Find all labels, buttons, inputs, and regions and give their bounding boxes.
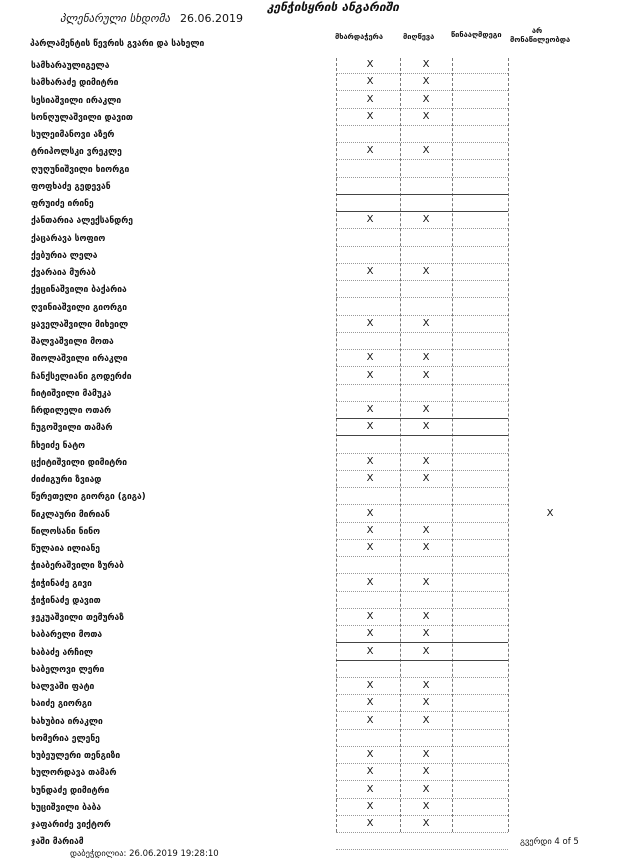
row-divider	[336, 539, 508, 540]
row-divider	[336, 556, 508, 557]
row-divider	[336, 504, 508, 505]
member-name: შიოლაშვილი ირაკლი	[31, 354, 128, 365]
column-divider	[452, 58, 453, 832]
member-name: წერეთელი გიორგი (გიგა)	[31, 492, 146, 503]
session-label: პლენარული სხდომა	[60, 12, 171, 25]
member-name: ხალვაში ფატი	[31, 682, 95, 692]
row-divider	[336, 487, 508, 488]
vote-against-mark: X	[422, 783, 430, 795]
vote-for-mark: X	[366, 352, 374, 364]
row-divider	[336, 246, 508, 247]
name-column-header: პარლამენტის წევრის გვარი და სახელი	[30, 39, 205, 49]
printed-at: 26.06.2019 19:28:10	[129, 849, 219, 859]
member-name: ჯეკუაშვილი თემურაზ	[31, 613, 124, 623]
row-divider	[336, 608, 508, 609]
vote-against-mark: X	[422, 680, 430, 691]
member-name: ცქიტიშვილი დიმიტრი	[31, 457, 127, 468]
member-name: ტრიპოლსკი ვრეკლე	[31, 147, 122, 158]
member-name: ჭიაბერაშვილი ზურაბ	[31, 561, 124, 572]
member-name: ქვარაია მურაბ	[31, 268, 96, 278]
member-name: ღვინიაშვილი გიორგი	[31, 302, 128, 313]
vote-for-mark: X	[366, 749, 374, 760]
vote-against-mark: X	[422, 611, 430, 622]
vote-against-mark: X	[422, 93, 430, 105]
vote-against-mark: X	[422, 76, 430, 88]
row-divider	[336, 522, 508, 523]
vote-against-mark: X	[422, 352, 430, 364]
row-divider	[336, 798, 508, 799]
vote-for-mark: X	[366, 697, 374, 709]
member-name: ჩუგოშვილი თამარ	[31, 423, 113, 434]
printed-stamp	[70, 849, 219, 859]
member-name: სამხარაულიგელა	[31, 61, 110, 71]
for-column-header: მხარდაჭერა	[335, 32, 383, 41]
row-divider	[336, 435, 508, 436]
member-name: ხუბეულერი თენგიზი	[31, 751, 121, 761]
member-name: ხაბელოვი ლერი	[31, 664, 105, 675]
member-name: ძიძიგური ზვიად	[31, 475, 102, 485]
row-divider	[336, 366, 508, 367]
vote-for-mark: X	[366, 766, 374, 778]
member-name: ჩხეიძე ნატო	[31, 440, 86, 451]
member-name: ხაიძე გიორგი	[31, 699, 92, 710]
vote-for-mark: X	[366, 421, 374, 433]
vote-for-mark: X	[366, 576, 374, 588]
vote-for-mark: X	[366, 800, 374, 812]
vote-for-mark: X	[366, 783, 374, 795]
member-name: ჭიჭინაძე გივი	[31, 578, 92, 589]
against-column-header: მიღწევა	[403, 32, 435, 41]
row-divider	[336, 815, 508, 816]
vote-for-mark: X	[366, 507, 374, 519]
row-divider	[336, 660, 508, 661]
session-date: 26.06.2019	[180, 12, 243, 25]
member-name: ფოფხაძე გედევან	[31, 181, 111, 192]
row-divider	[336, 177, 508, 178]
vote-against-mark: X	[422, 542, 430, 553]
row-divider	[336, 591, 508, 592]
vote-against-mark: X	[422, 145, 430, 157]
vote-against-mark: X	[422, 369, 430, 381]
row-divider	[336, 142, 508, 143]
vote-against-mark: X	[422, 473, 430, 484]
member-name: ჩიტიშვილი მამუკა	[31, 388, 112, 399]
vote-against-mark: X	[422, 766, 430, 778]
row-divider	[336, 401, 508, 402]
row-divider	[336, 729, 508, 730]
row-divider	[336, 297, 508, 298]
member-name: ქეცინაშვილი ბაქარია	[31, 285, 127, 296]
row-divider	[336, 780, 508, 781]
vote-against-mark: X	[422, 404, 430, 415]
no-vote-mark: X	[546, 507, 554, 519]
row-divider	[336, 470, 508, 471]
member-name: წულაია ილიანე	[31, 544, 100, 554]
vote-against-mark: X	[422, 818, 430, 829]
member-name: ფრუიძე ირინე	[31, 199, 94, 209]
vote-for-mark: X	[366, 628, 374, 640]
vote-against-mark: X	[422, 645, 430, 657]
member-name: ჯაში მარიამ	[31, 837, 84, 848]
vote-for-mark: X	[366, 455, 374, 467]
vote-for-mark: X	[366, 110, 374, 122]
row-divider	[336, 90, 508, 91]
vote-against-mark: X	[422, 455, 430, 467]
row-divider	[336, 263, 508, 264]
member-name: ჩრდილელი ოთარ	[31, 406, 112, 416]
row-divider	[336, 125, 508, 126]
member-name: წიკლაური მირიან	[31, 509, 110, 520]
vote-for-mark: X	[366, 524, 374, 536]
vote-against-mark: X	[422, 214, 430, 226]
column-divider	[508, 58, 509, 832]
member-name: ღუღუნიშვილი ხიორგი	[31, 164, 130, 175]
vote-against-mark: X	[422, 266, 430, 277]
member-name: ხაბარელი მოთა	[31, 630, 103, 641]
member-name: ჩანქსელიანი გოდერძი	[31, 371, 132, 382]
member-name: ხაბაძე არჩილ	[31, 647, 93, 658]
row-divider	[336, 625, 508, 626]
vote-for-mark: X	[366, 145, 374, 157]
vote-for-mark: X	[366, 645, 374, 657]
member-name: ქანთარია ალექსანდრე	[31, 216, 133, 227]
vote-against-mark: X	[422, 524, 430, 536]
vote-for-mark: X	[366, 714, 374, 726]
member-name: ხომერია ელენე	[31, 733, 100, 744]
member-name: სულეიმანოვი აზერ	[31, 130, 115, 140]
member-name: ყაველაშვილი მიხეილ	[31, 319, 129, 330]
row-divider	[336, 677, 508, 678]
vote-against-mark: X	[422, 714, 430, 726]
member-name: ჯაფარიძე ვიქტორ	[31, 820, 111, 830]
row-divider	[336, 73, 508, 74]
vote-for-mark: X	[366, 473, 374, 484]
row-divider	[336, 642, 508, 643]
row-divider	[336, 573, 508, 574]
vote-against-mark: X	[422, 697, 430, 709]
printed-label: დაბეჭდილია:	[70, 849, 127, 859]
member-name: ჭიჭინაძე დავით	[31, 595, 101, 606]
row-divider	[336, 832, 508, 833]
vote-against-mark: X	[422, 317, 430, 329]
vote-against-mark: X	[422, 576, 430, 588]
vote-against-mark: X	[422, 59, 430, 70]
row-divider	[336, 418, 508, 419]
member-name: ქაცარავა სოფიო	[31, 233, 106, 244]
vote-against-mark: X	[422, 800, 430, 812]
vote-for-mark: X	[366, 404, 374, 415]
row-divider	[336, 763, 508, 764]
vote-for-mark: X	[366, 369, 374, 381]
row-divider	[336, 453, 508, 454]
page-number: გვერდი 4 of 5	[520, 837, 579, 847]
member-name: სონღულაშვილი დავით	[31, 112, 133, 123]
row-divider	[336, 194, 508, 195]
column-divider	[336, 58, 337, 832]
vote-for-mark: X	[366, 266, 374, 277]
vote-against-mark: X	[422, 749, 430, 760]
member-name: სესიაშვილი ირაკლი	[31, 95, 122, 106]
vote-for-mark: X	[366, 818, 374, 829]
row-divider	[336, 228, 508, 229]
vote-for-mark: X	[366, 59, 374, 70]
row-divider	[336, 108, 508, 109]
vote-against-mark: X	[422, 628, 430, 640]
vote-for-mark: X	[366, 214, 374, 226]
abstain-column-header: წინააღმდეგი	[451, 30, 502, 39]
row-divider	[336, 211, 508, 212]
row-divider	[336, 746, 508, 747]
row-divider	[336, 849, 508, 850]
row-divider	[336, 711, 508, 712]
vote-for-mark: X	[366, 93, 374, 105]
column-divider	[400, 58, 401, 832]
vote-for-mark: X	[366, 542, 374, 553]
vote-against-mark: X	[422, 421, 430, 433]
member-name: სამხარაძე დიმიტრი	[31, 78, 119, 89]
vote-for-mark: X	[366, 76, 374, 88]
row-divider	[336, 694, 508, 695]
row-divider	[336, 349, 508, 350]
report-title: კენჭისყრის ანგარიში	[267, 0, 400, 14]
row-divider	[336, 280, 508, 281]
member-name: წილოსანი ნინო	[31, 526, 101, 537]
member-name: ხუციშვილი ბაბა	[31, 802, 102, 813]
member-name: ხახუბია ირაკლი	[31, 716, 103, 727]
vote-against-mark: X	[422, 110, 430, 122]
row-divider	[336, 332, 508, 333]
member-name: ხულორდავა თამარ	[31, 768, 117, 779]
row-divider	[336, 159, 508, 160]
vote-for-mark: X	[366, 680, 374, 691]
member-name: ქებურია ლელა	[31, 250, 98, 261]
vote-for-mark: X	[366, 317, 374, 329]
member-name: შალვაშვილი მოთა	[31, 337, 114, 347]
vote-for-mark: X	[366, 611, 374, 622]
row-divider	[336, 384, 508, 385]
member-name: ხუნდაძე დიმიტრი	[31, 785, 110, 796]
no-vote-column-header: არ მონაწილეობდა	[510, 26, 571, 44]
row-divider	[336, 315, 508, 316]
